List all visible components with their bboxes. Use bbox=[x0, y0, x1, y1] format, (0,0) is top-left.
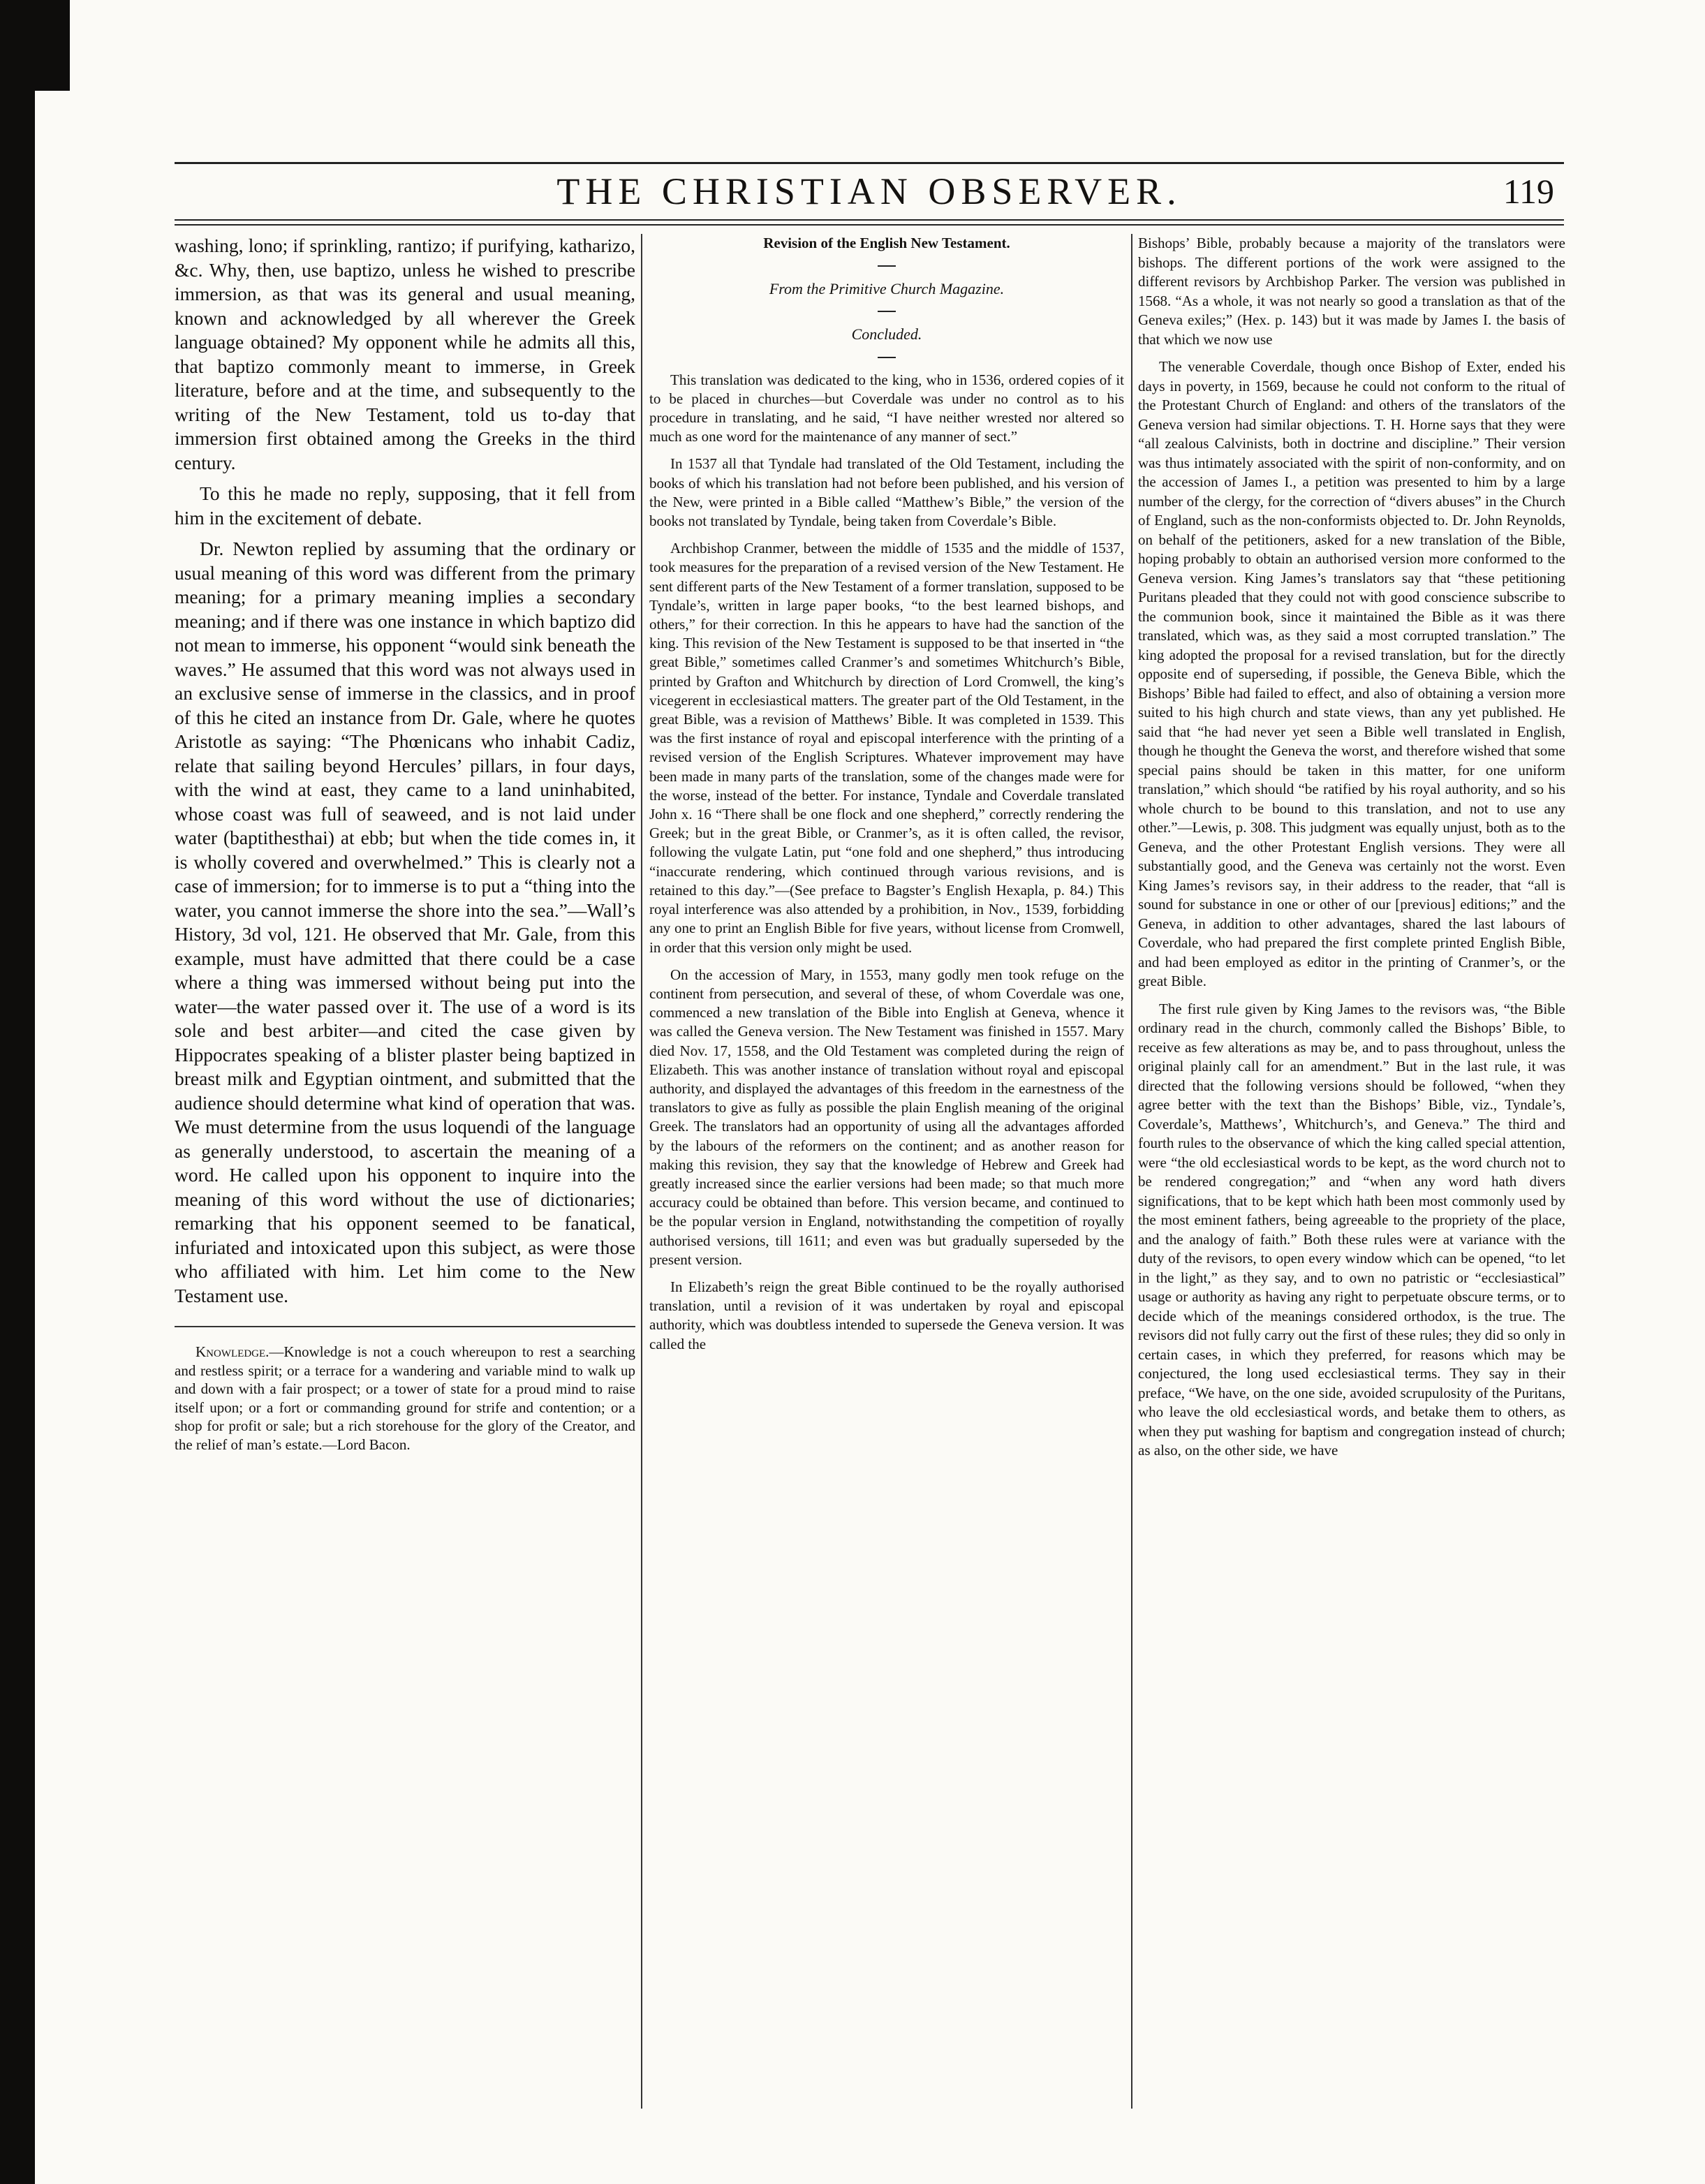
status-dash bbox=[878, 357, 896, 358]
column-divider-2 bbox=[1131, 234, 1132, 2109]
paragraph: Archbishop Cranmer, between the middle of 1535 and the middle of 1537, took measures for the preparation of a revised version of the New Testament. He sent different parts of the New Testament of a former translation, supposed to be Tyndale’s, written in large paper books, “to the best learned bishops, and others,” for their correction. In this he appears to have had the sanction of the king. This revision of the New Testament is supposed to be that inserted in “the great Bible,” sometimes called Cranmer’s and sometimes Whitchurch’s Bible, printed by Grafton and Whitchurch by direction of Lord Cromwell, the king’s vicegerent in ecclesiastical matters. The greater part of the Old Testament, in the great Bible, was a revision of Matthews’ Bible. It was completed in 1539. This was the first instance of royal and episcopal interference with the printing of a revised version of the English Scriptures. Whatever improvement may have been made in many parts of the translation, some of the changes made were for the worse, instead of the better. For instance, Tyndale and Coverdale translated John x. 16 “There shall be one flock and one shepherd,” correctly rendering the Greek; but in the great Bible, or Cranmer’s, as it is often called, the revisor, following the vulgate Latin, put “one fold and one shepherd,” thus introducing “inaccurate rendering, which continued through various revisions, and is retained to this day.”—(See preface to Bagster’s English Hexapla, p. 84.) This royal interference was also attended by a prohibition, in Nov., 1539, forbidding any one to print an English Bible for five years, without license from Cromwell, in order that this version only might be used. bbox=[649, 540, 1124, 956]
article-source: From the Primitive Church Magazine. bbox=[769, 280, 1005, 298]
source-dash bbox=[878, 311, 896, 312]
paragraph: On the accession of Mary, in 1553, many godly men took refuge on the continent from persecution, and several of these, of whom Coverdale was one, commenced a new translation of the Bible into English at Geneva, whence it was called the Geneva version. The New Testament was finished in 1557. Mary died Nov. 17, 1558, and the Old Testament was completed during the reign of Elizabeth. This was another instance of translation without royal and episcopal authority, and displayed the advantages of this freedom in the earnestness of the translators to give as fully as possible the plain English meaning of the original Greek. The translators had an opportunity of using all the advantages afforded by the labours of the reformers on the continent; and as another reason for making this revision, they say that the knowledge of Hebrew and Greek had greatly increased since the earlier versions had been made; so that much more accuracy could be obtained than before. This version became, and continued to be the popular version in England, notwithstanding the competition of royally authorised versions, till 1611; and even was but gradually superseded by the present version. bbox=[649, 966, 1124, 1268]
column-2 bbox=[649, 234, 1124, 1362]
paragraph: Dr. Newton replied by assuming that the ordinary or usual meaning of this word was different from the primary meaning; for a primary meaning implies a secondary meaning; and if there was one instance in which baptizo did not mean to immerse, his opponent “would sink beneath the waves.” He assumed that this word was not always used in an exclusive sense of immerse in the classics, and in proof of this he cited an instance from Dr. Gale, where he quotes Aristotle as saying: “The Phœnicans who inhabit Cadiz, relate that sailing beyond Hercules’ pillars, in four days, with the wind at east, they came to a land uninhabited, whose coast was full of seaweed, and is not laid under water (baptithesthai) at ebb; but when the tide comes in, it is wholly covered and overwhelmed.” This is clearly not a case of immersion; for to immerse is to put a “thing into the water, you cannot immerse the shore into the sea.”—Wall’s History, 3d vol, 121. He observed that Mr. Gale, from this example, must have admitted that there could be a case where a thing was immersed without being put into the water—the water passed over it. The use of a word is its sole and best arbiter—and cited the case given by Hippocrates speaking of a blister plaster being baptized in breast milk and Egyptian ointment, and submitted that the audience should determine what kind of operation that was. We must determine from the usus loquendi of the language as generally understood, to ascertain the meaning of a word. He called upon his opponent to inquire into the meaning of this word without the use of dictionaries; remarking that his opponent seemed to be fanatical, infuriated and intoxicated upon this subject, as were those who affiliated with him. Let him come to the New Testament use. bbox=[175, 538, 635, 1306]
column-divider-1 bbox=[641, 234, 642, 2109]
article-title: Revision of the English New Testament. bbox=[763, 235, 1010, 251]
paragraph: The first rule given by King James to the revisors was, “the Bible ordinary read in the church, commonly called the Bishops’ Bible, to receive as few alterations as may be, and to pass throughout, unless the original plainly call for an amendment.” But in the last rule, it was directed that the following versions should be followed, “when they agree better with the text than the Bishops’ Bible, viz., Tyndale’s, Coverdale’s, Matthews’, Whitchurch’s, and Geneva.” The third and fourth rules to the observance of which the king called special attention, were “the old ecclesiastical words to be kept, as the word church not to be rendered congregation;” and “when any word hath divers significations, that to be kept which hath been most commonly used by the most eminent fathers, being agreeable to the propriety of the place, and the analogy of faith.” Both these rules were at variance with the duty of the revisors, to open every window which can be opened, “to let in the light,” as they say, and to own no patristic or “ecclesiastical” usage or authority as having any right to perpetuate obscure terms, or to decide which of the meanings considered orthodox, is the true. The revisors did not fully carry out the first of these rules; they did so only in certain cases, in which they preferred, for reasons which may be conjectured, the long used ecclesiastical terms. They say in their preface, “We have, on the one side, avoided scrupulosity of the Puritans, who leave the old ecclesiastical words, and betake them to others, as when they put washing for baptism and congregation instead of church; as also, on the other side, we have bbox=[1138, 1000, 1565, 1459]
article-status: Concluded. bbox=[851, 325, 922, 344]
title-dash bbox=[878, 265, 896, 267]
header-rule bbox=[175, 219, 1564, 226]
column-1 bbox=[175, 234, 635, 1462]
knowledge-text: —Knowledge is not a couch whereupon to rest a searching and restless spirit; or a terrace for a wandering and variable mind to walk up and down with a fair prospect; or a tower of state for a proud mind to raise itself upon; or a fort or commanding ground for strife and contention; or a shop for profit or sale; but a rich storehouse for the glory of the Creator, and the relief of man’s estate.—Lord Bacon. bbox=[175, 1343, 635, 1453]
scan-edge bbox=[0, 0, 35, 2184]
section-divider bbox=[175, 1326, 635, 1327]
page-title: THE CHRISTIAN OBSERVER. bbox=[556, 170, 1182, 212]
paragraph: To this he made no reply, supposing, that it fell from him in the excitement of debate. bbox=[175, 482, 635, 529]
paragraph: Bishops’ Bible, probably because a majority of the translators were bishops. The different portions of the work were assigned to the different revisors by Archbishop Parker. The version was published in 1568. “As a whole, it was not nearly so good a translation as that of the Geneva exiles;” (Hex. p. 143) but it was made by James I. the basis of that which we now use bbox=[1138, 235, 1565, 348]
page-header bbox=[175, 166, 1564, 216]
paragraph: In Elizabeth’s reign the great Bible continued to be the royally authorised translation, until a revision of it was undertaken by royal and episcopal authority, which was doubtless intended to supersede the Geneva version. It was called the bbox=[649, 1278, 1124, 1352]
paragraph: This translation was dedicated to the king, who in 1536, ordered copies of it to be placed in churches—but Coverdale was under no control as to his procedure in translating, and he said, “I have neither wrested nor altered so much as one word for the maintenance of any manner of sect.” bbox=[649, 371, 1124, 445]
paragraph: washing, lono; if sprinkling, rantizo; if purifying, katharizo, &c. Why, then, use baptizo, unless he wished to prescribe immersion, as that was its general and usual meaning, known and acknowledged by all wherever the Greek language obtained? My opponent while he admits all this, that baptizo commonly meant to immerse, in Greek literature, before and at the time, and subsequently to the writing of the New Testament, told us to-day that immersion first obtained among the Greeks in the third century. bbox=[175, 235, 635, 473]
top-rule bbox=[175, 162, 1564, 164]
column-1-body bbox=[175, 234, 635, 1308]
paragraph: In 1537 all that Tyndale had translated of the Old Testament, including the books of which his translation had not before been published, and his version of the New, were printed in a Bible called “Matthew’s Bible,” the version of the books not translated by Tyndale, being taken from Coverdale’s Bible. bbox=[649, 455, 1124, 530]
knowledge-label: Knowledge. bbox=[195, 1343, 270, 1360]
knowledge-paragraph bbox=[175, 1343, 635, 1454]
page-number: 119 bbox=[1503, 172, 1554, 211]
paragraph: The venerable Coverdale, though once Bishop of Exter, ended his days in poverty, in 1569, because he could not conform to the ritual of the Protestant Church of England: and others of the translators of the Geneva version had similar objections. T. H. Horne says that they were “all zealous Calvinists, both in doctrine and discipline.” Their version was thus intimately associated with the spirit of non-conformity, and on the accession of James I., a petition was presented to him by a large number of the clergy, for the correction of “divers abuses” in the Church of England, such as the non-conformists objected to. Dr. John Reynolds, on behalf of the petitioners, asked for a new translation of the Bible, hoping probably to obtain an authorised version more conformed to the Geneva version. King James’s translators say that “these petitioning Puritans pleaded that they could not with good conscience subscribe to the communion book, since it maintained the Bible as it was there translated, which was, as they said a most corrupted translation.” The king adopted the proposal for a revised translation, but for the directly opposite end of superseding, if possible, the Geneva Bible, which the Bishops’ Bible had failed to effect, and also of obtaining a version more suited to his high church and state views, than any yet published. He said that “he had never yet seen a Bible well translated in English, though he thought the Geneva the worst, and therefore wished that some special pains should be taken in this matter, for one uniform translation,” which should “be ratified by his royal authority, and so his whole church to be bound to this translation, and not to use any other.”—Lewis, p. 308. This judgment was equally unjust, both as to the Geneva, and the other Protestant English versions. They were all substantially good, and the Geneva was certainly not the worst. Even King James’s revisors say, in their address to the reader, that “all is sound for substance in one or other of our [previous] editions;” and the Geneva, in addition to other advantages, shared the last labours of Coverdale, who had prepared the first complete printed English Bible, and had been employed as editor in the printing of Cranmer’s, or the great Bible. bbox=[1138, 358, 1565, 989]
column-3 bbox=[1138, 234, 1565, 1469]
scan-edge-corner bbox=[0, 0, 70, 91]
